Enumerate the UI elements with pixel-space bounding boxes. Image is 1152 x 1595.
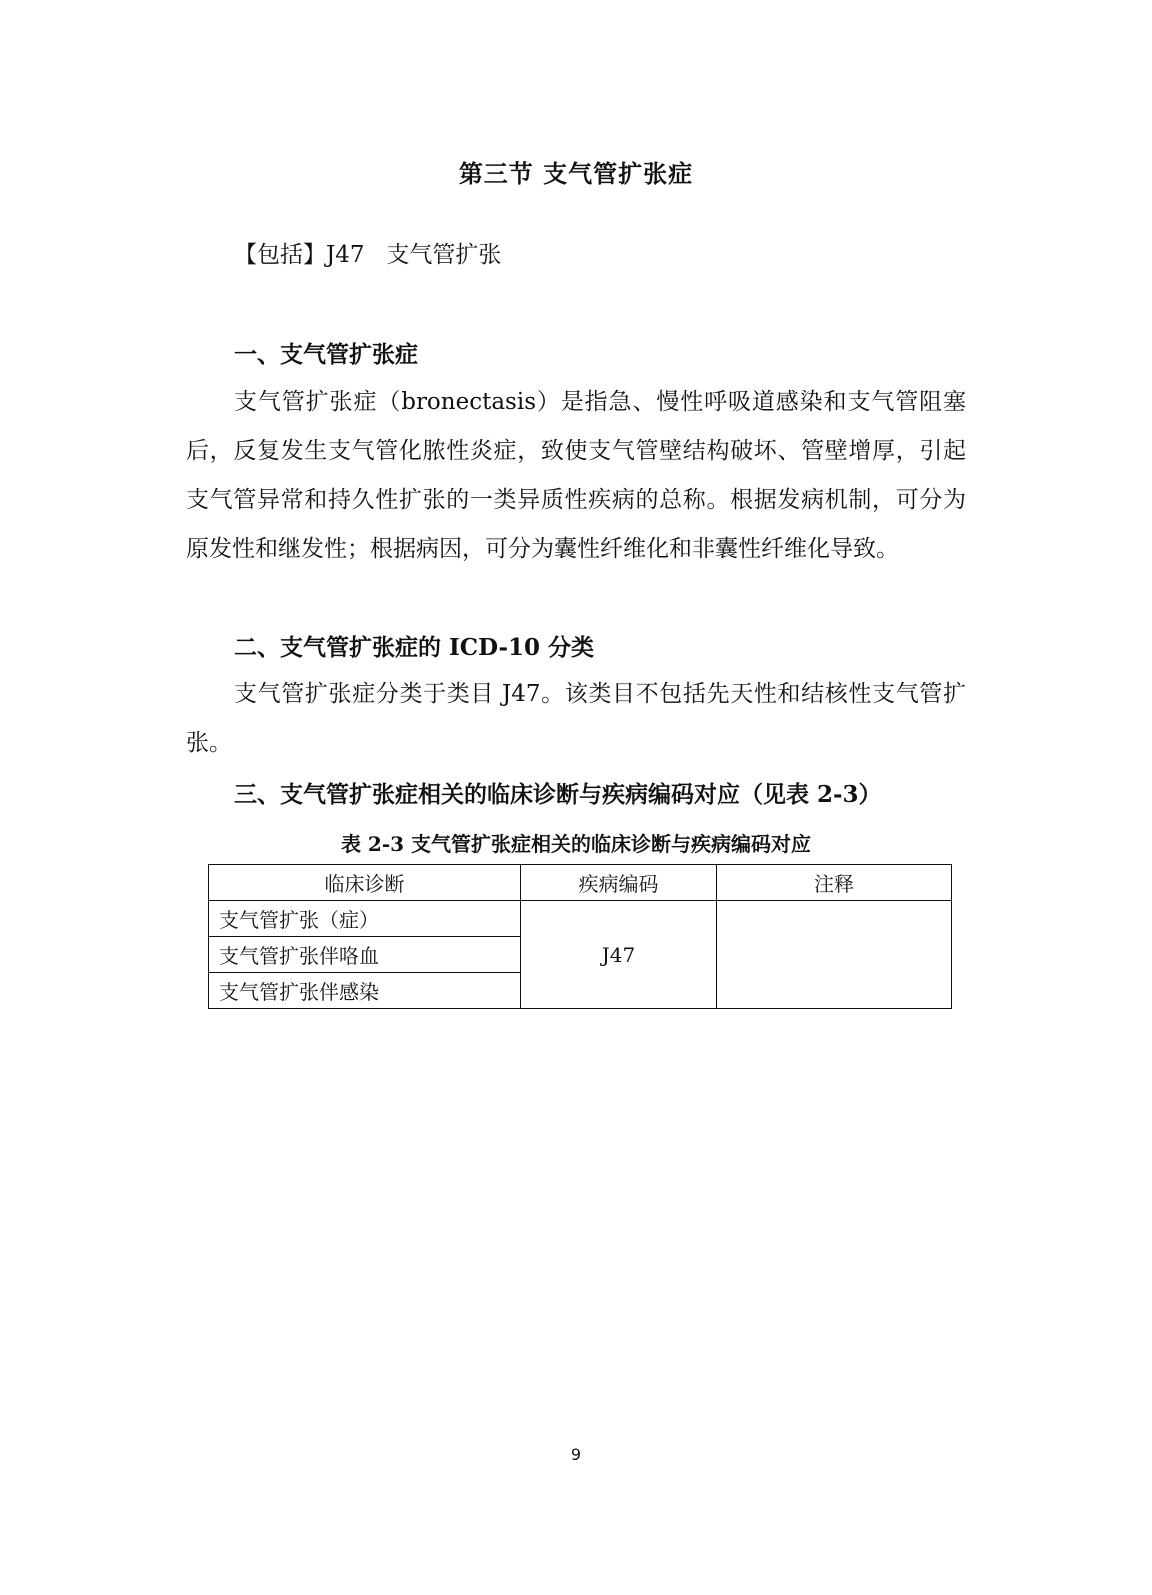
includes-line: 【包括】J47 支气管扩张 xyxy=(234,242,502,268)
diagnosis-cell: 支气管扩张伴咯血 xyxy=(209,937,521,973)
heading-1: 一、支气管扩张症 xyxy=(234,341,418,368)
diagnosis-cell: 支气管扩张（症） xyxy=(209,901,521,937)
diagnosis-cell: 支气管扩张伴感染 xyxy=(209,973,521,1009)
header-notes: 注释 xyxy=(717,865,952,901)
paragraph-definition: 支气管扩张症（bronectasis）是指急、慢性呼吸道感染和支气管阻塞后，反复发生支气管化脓性炎症，致使支气管壁结构破坏、管壁增厚，引起支气管异常和持久性扩张的一类异质性疾病的总称。根据发病机制，可分为原发性和继发性；根据病因，可分为囊性纤维化和非囊性纤维化导致。 xyxy=(186,389,966,562)
heading-2: 二、支气管扩张症的 ICD-10 分类 xyxy=(234,634,595,661)
table-caption: 表 2-3 支气管扩张症相关的临床诊断与疾病编码对应 xyxy=(340,832,812,856)
heading-3: 三、支气管扩张症相关的临床诊断与疾病编码对应（见表 2-3） xyxy=(234,781,882,808)
paragraph-classification: 支气管扩张症分类于类目 J47。该类目不包括先天性和结核性支气管扩张。 xyxy=(186,681,966,756)
disease-code-cell: J47 xyxy=(521,901,717,1009)
notes-cell xyxy=(717,901,952,1009)
header-disease-code: 疾病编码 xyxy=(521,865,717,901)
header-clinical-diagnosis: 临床诊断 xyxy=(209,865,521,901)
table-row xyxy=(209,901,952,937)
page-number: 9 xyxy=(570,1445,582,1464)
diagnosis-code-table xyxy=(208,864,952,1009)
section-title: 第三节 支气管扩张症 xyxy=(458,159,694,188)
table-header-row xyxy=(209,865,952,901)
